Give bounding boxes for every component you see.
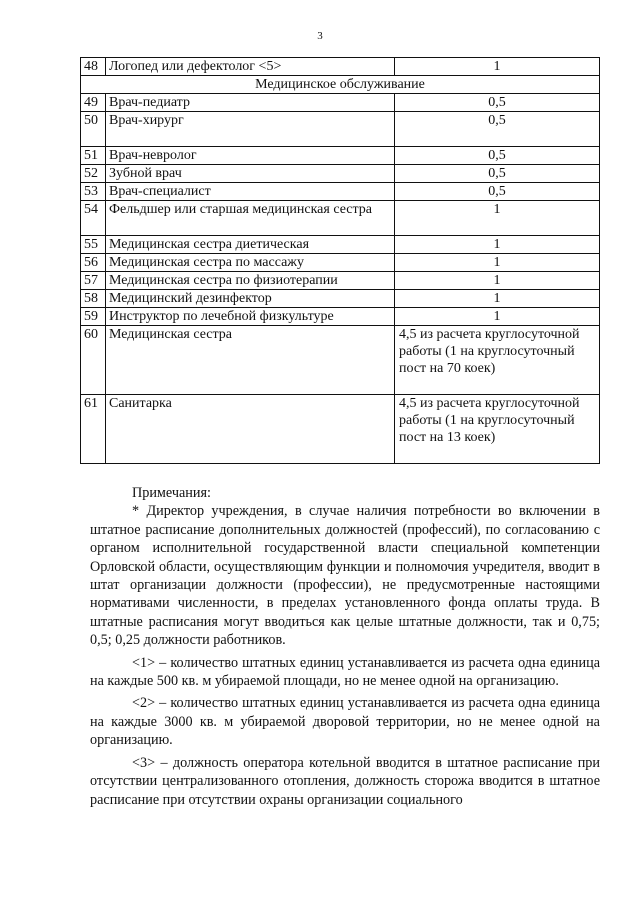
staff-units: 0,5 bbox=[395, 165, 600, 183]
row-number: 57 bbox=[81, 272, 106, 290]
staff-units: 1 bbox=[395, 58, 600, 76]
table-row bbox=[81, 326, 600, 395]
staff-units: 1 bbox=[395, 308, 600, 326]
page-number: 3 bbox=[317, 30, 323, 42]
position-name: Санитарка bbox=[106, 395, 395, 464]
row-number: 54 bbox=[81, 201, 106, 236]
position-name: Медицинская сестра bbox=[106, 326, 395, 395]
notes-section bbox=[90, 484, 600, 809]
staff-units: 4,5 из расчета круглосуточной работы (1 на круглосуточный пост на 13 коек) bbox=[395, 395, 600, 464]
row-number: 60 bbox=[81, 326, 106, 395]
position-name: Врач-специалист bbox=[106, 183, 395, 201]
table-row bbox=[81, 272, 600, 290]
note-paragraph: <2> – количество штатных единиц устанавливается из расчета одна единица на каждые 3000 кв. м убираемой дворовой территории, но не менее одной на организацию. bbox=[90, 695, 600, 749]
table-row bbox=[81, 147, 600, 165]
staff-units: 0,5 bbox=[395, 147, 600, 165]
row-number: 53 bbox=[81, 183, 106, 201]
section-heading: Медицинское обслуживание bbox=[81, 76, 600, 94]
position-name: Врач-невролог bbox=[106, 147, 395, 165]
position-name: Врач-педиатр bbox=[106, 94, 395, 112]
row-number: 56 bbox=[81, 254, 106, 272]
position-name: Медицинская сестра по физиотерапии bbox=[106, 272, 395, 290]
note-paragraph: <3> – должность оператора котельной вводится в штатное расписание при отсутствии централизованного отопления, должность сторожа вводится в штатное расписание при отсутствии охраны организации социального bbox=[90, 754, 600, 808]
position-name: Фельдшер или старшая медицинская сестра bbox=[106, 201, 395, 236]
table-row bbox=[81, 254, 600, 272]
note-paragraph: * Директор учреждения, в случае наличия потребности во включении в штатное расписание дополнительных должностей (профессий), по согласованию с органом исполнительной государственной власти специальной компетенции Орловской области, осуществляющим функции и полномочия учредителя, вводит в штат организации должности (профессии), не предусмотренные настоящими нормативами численности, в пределах установленного фонда оплаты труда. В штатные расписания могут вводиться как целые штатные должности, так и 0,75; 0,5; 0,25 должности работников. bbox=[90, 503, 600, 649]
staff-units: 1 bbox=[395, 254, 600, 272]
row-number: 51 bbox=[81, 147, 106, 165]
table-row bbox=[81, 395, 600, 464]
table-row bbox=[81, 112, 600, 147]
note-paragraph: <1> – количество штатных единиц устанавливается из расчета одна единица на каждые 500 кв. м убираемой площади, но не менее одной на организацию. bbox=[90, 654, 600, 690]
position-name: Медицинская сестра по массажу bbox=[106, 254, 395, 272]
staff-units: 1 bbox=[395, 290, 600, 308]
table-row bbox=[81, 165, 600, 183]
staff-units: 1 bbox=[395, 236, 600, 254]
position-name: Инструктор по лечебной физкультуре bbox=[106, 308, 395, 326]
position-name: Медицинская сестра диетическая bbox=[106, 236, 395, 254]
row-number: 61 bbox=[81, 395, 106, 464]
table-row bbox=[81, 201, 600, 236]
staff-units: 4,5 из расчета круглосуточной работы (1 на круглосуточный пост на 70 коек) bbox=[395, 326, 600, 395]
section-row bbox=[81, 76, 600, 94]
row-number: 59 bbox=[81, 308, 106, 326]
table-row bbox=[81, 183, 600, 201]
row-number: 58 bbox=[81, 290, 106, 308]
position-name: Врач-хирург bbox=[106, 112, 395, 147]
row-number: 48 bbox=[81, 58, 106, 76]
staff-units: 0,5 bbox=[395, 183, 600, 201]
table-row bbox=[81, 58, 600, 76]
row-number: 52 bbox=[81, 165, 106, 183]
table-row bbox=[81, 308, 600, 326]
position-name: Зубной врач bbox=[106, 165, 395, 183]
staff-units: 1 bbox=[395, 272, 600, 290]
staff-units: 0,5 bbox=[395, 94, 600, 112]
staff-units: 1 bbox=[395, 201, 600, 236]
staff-norms-table bbox=[80, 57, 600, 464]
row-number: 50 bbox=[81, 112, 106, 147]
position-name: Медицинский дезинфектор bbox=[106, 290, 395, 308]
staff-units: 0,5 bbox=[395, 112, 600, 147]
row-number: 49 bbox=[81, 94, 106, 112]
notes-title: Примечания: bbox=[132, 485, 211, 501]
table-row bbox=[81, 236, 600, 254]
row-number: 55 bbox=[81, 236, 106, 254]
table-row bbox=[81, 290, 600, 308]
table-row bbox=[81, 94, 600, 112]
position-name: Логопед или дефектолог <5> bbox=[106, 58, 395, 76]
